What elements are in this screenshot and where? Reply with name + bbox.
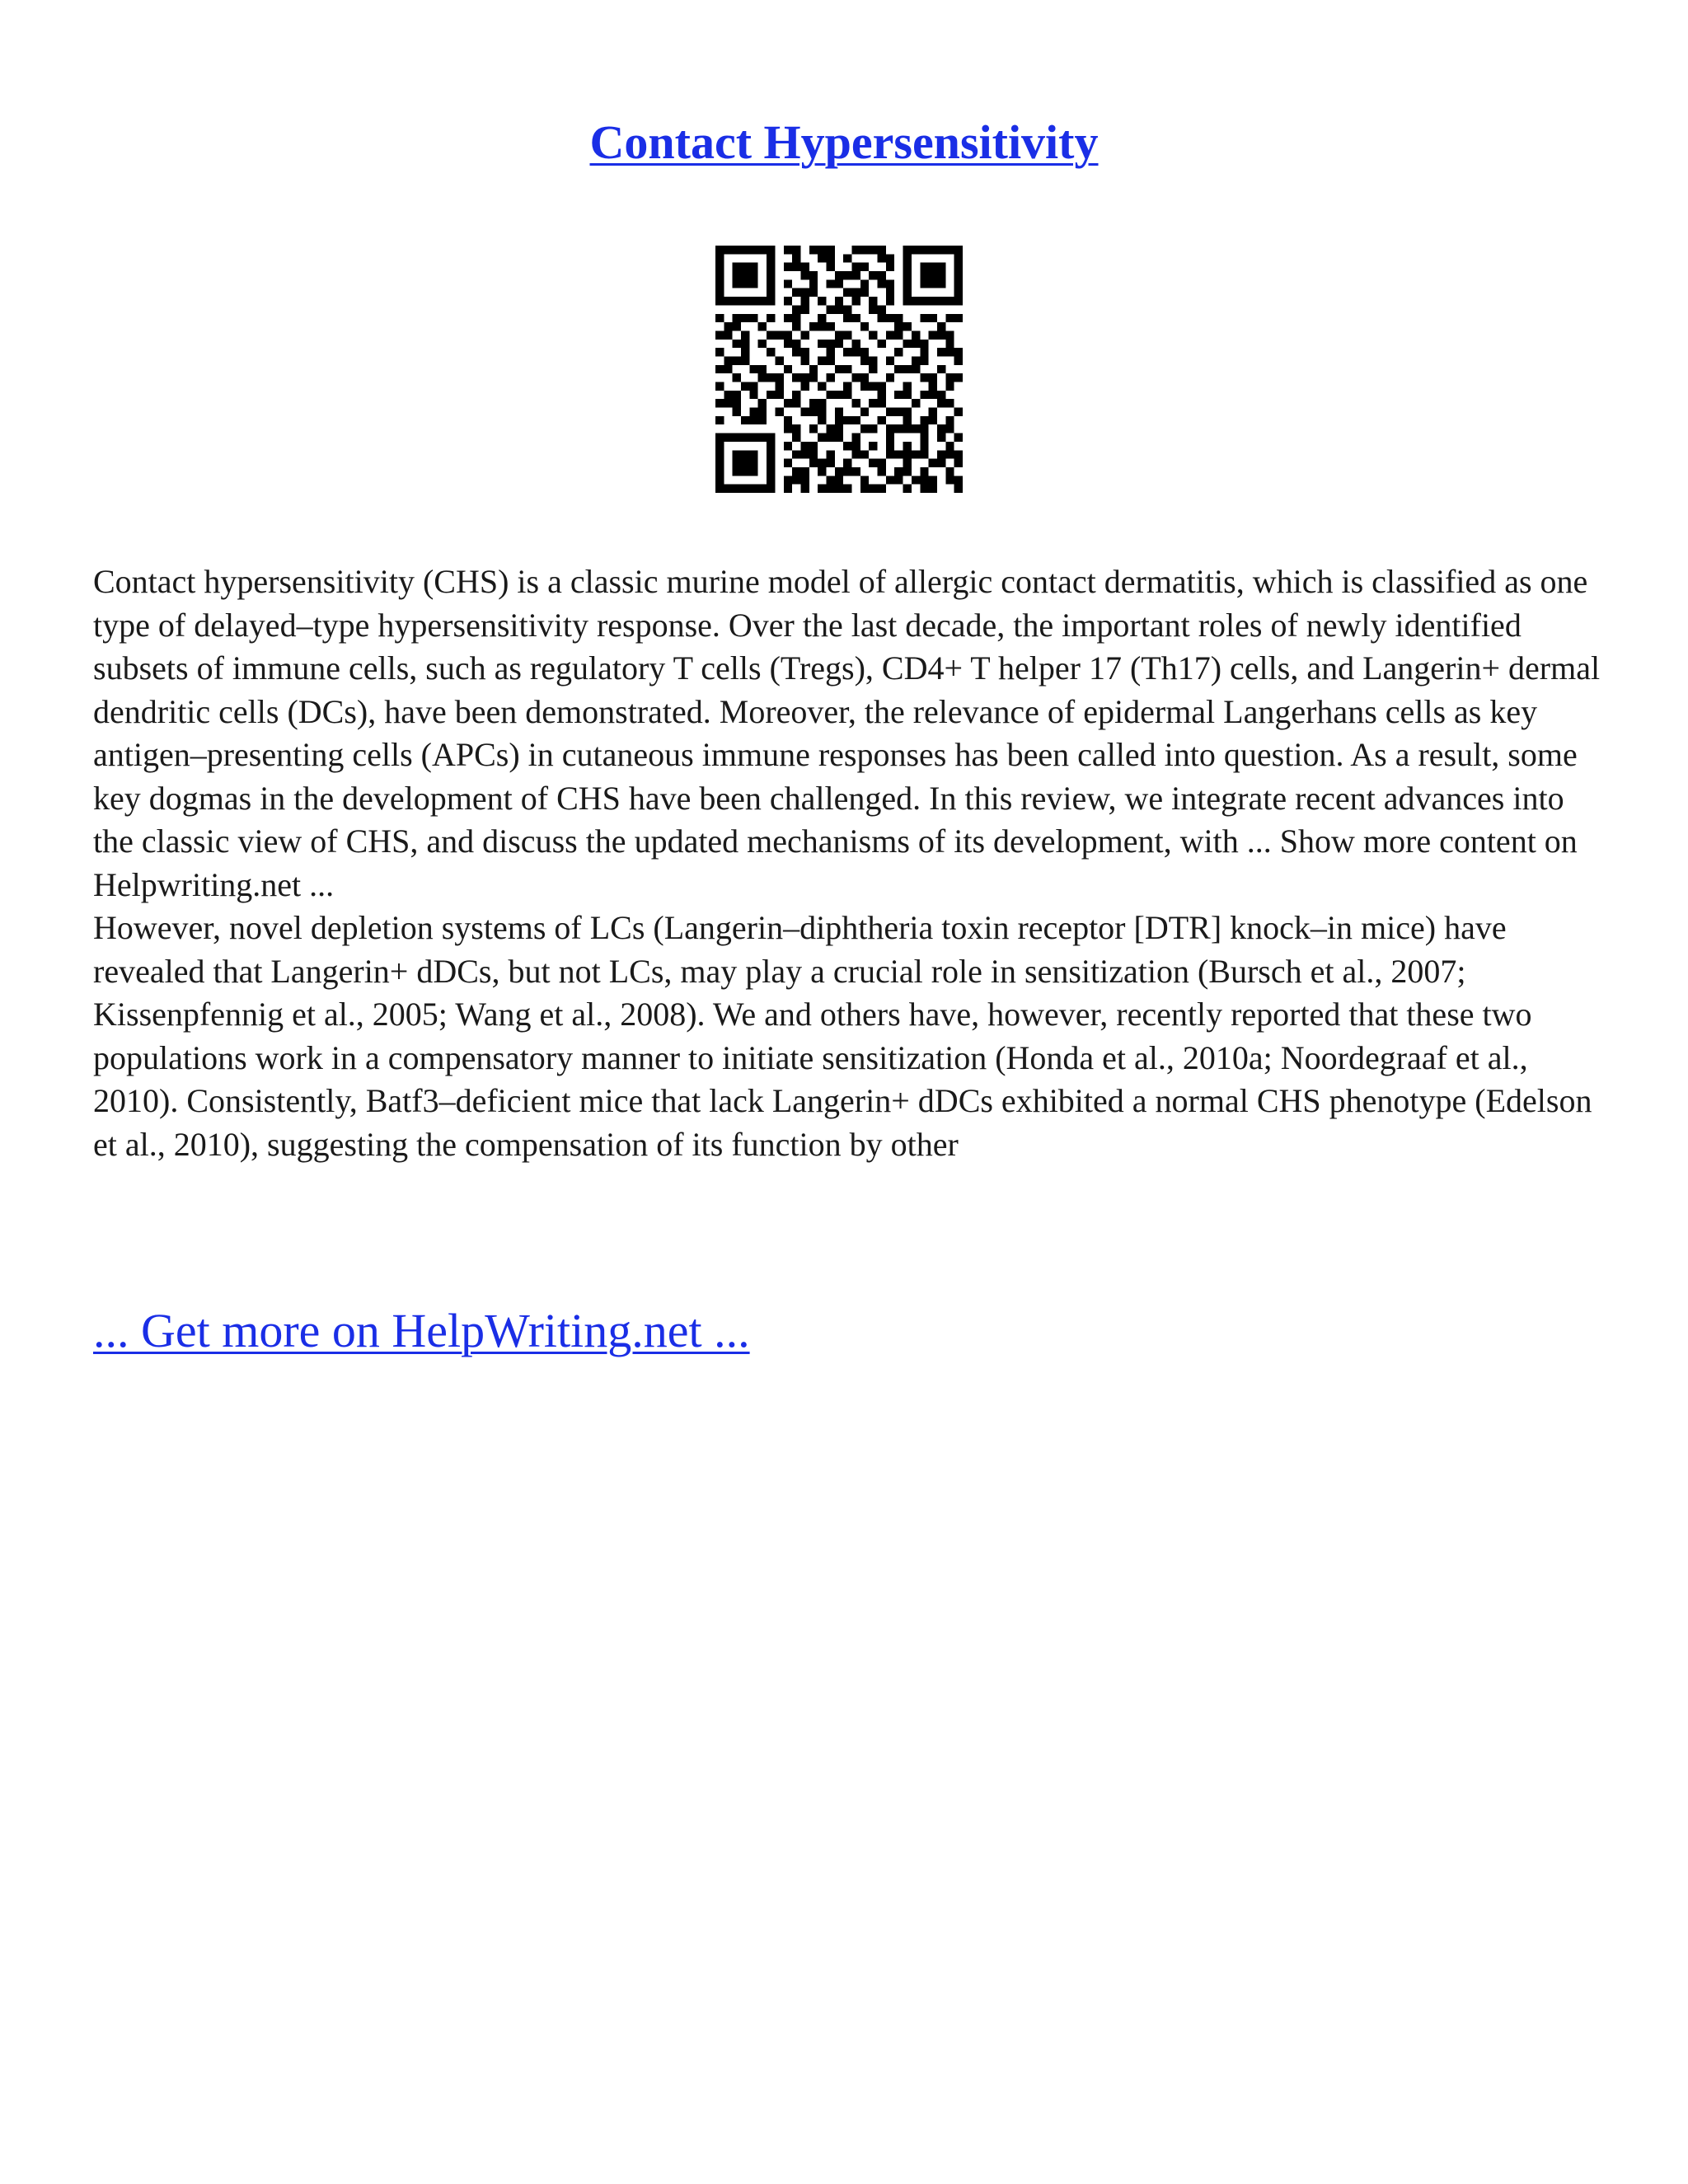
- get-more-link-container: [93, 1302, 750, 1360]
- get-more-link[interactable]: ... Get more on HelpWriting.net ...: [93, 1304, 750, 1357]
- article-body: [93, 560, 1601, 1166]
- paragraph-2: However, novel depletion systems of LCs (Langerin–diphtheria toxin receptor [DTR] knock–in mice) have revealed that Langerin+ dDCs, but not LCs, may play a crucial role in sensitization (Bursch et al., 2007; Kissenpfennig et al., 2005; Wang et al., 2008). We and others have, however, recently reported that these two populations work in a compensatory manner to initiate sensitization (Honda et al., 2010a; Noordegraaf et al., 2010). Consistently, Batf3–deficient mice that lack Langerin+ dDCs exhibited a normal CHS phenotype (Edelson et al., 2010), suggesting the compensation of its function by other: [93, 909, 1592, 1163]
- title-link[interactable]: Contact Hypersensitivity: [589, 115, 1099, 169]
- paragraph-1: Contact hypersensitivity (CHS) is a classic murine model of allergic contact dermatitis, which is classified as one type of delayed–type hypersensitivity response. Over the last decade, the important roles of newly identified subsets of immune cells, such as regulatory T cells (Tregs), CD4+ T helper 17 (Th17) cells, and Langerin+ dermal dendritic cells (DCs), have been demonstrated. Moreover, the relevance of epidermal Langerhans cells as key antigen–presenting cells (APCs) in cutaneous immune responses has been called into question. As a result, some key dogmas in the development of CHS have been challenged. In this review, we integrate recent advances into the classic view of CHS, and discuss the updated mechanisms of its development, with ... Show more content on Helpwriting.net ...: [93, 563, 1601, 903]
- qr-code-icon: [715, 246, 963, 493]
- page-title: [0, 114, 1688, 171]
